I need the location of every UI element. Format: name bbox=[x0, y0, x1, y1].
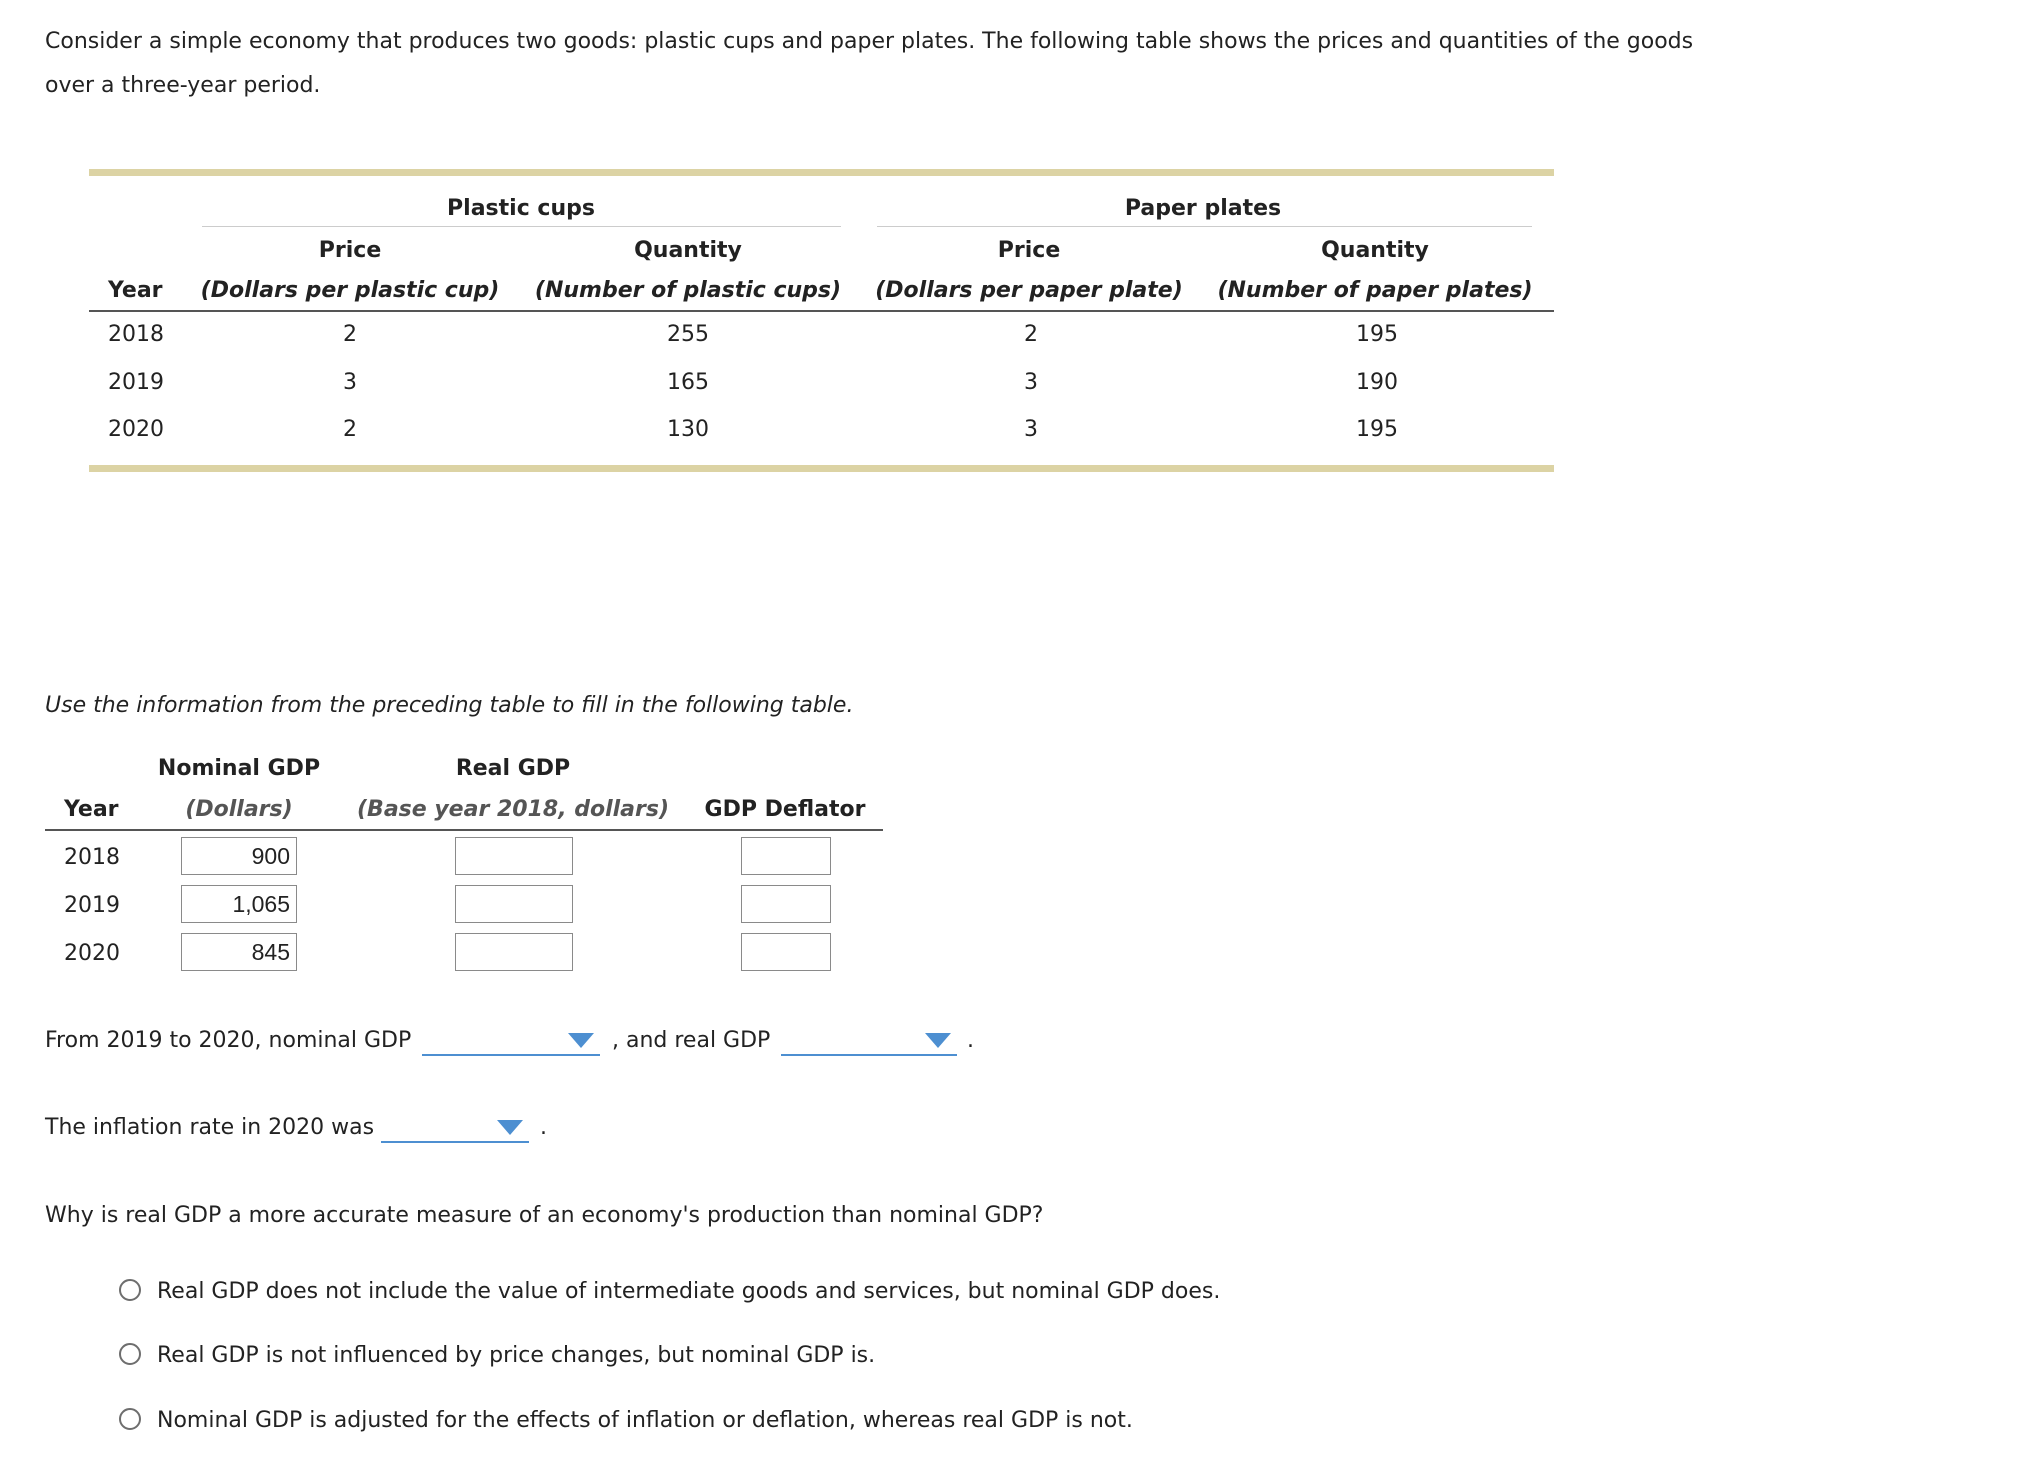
radio-option-1[interactable] bbox=[119, 1279, 141, 1301]
table-bottom-bar bbox=[89, 465, 1554, 472]
option-3-label[interactable]: Nominal GDP is adjusted for the effects of inflation or deflation, whereas real GDP is not. bbox=[157, 1408, 1133, 1433]
chevron-down-icon bbox=[497, 1120, 523, 1135]
intro-text: Consider a simple economy that produces two goods: plastic cups and paper plates. The following table shows the prices and quantities of the goods over a three-year period. bbox=[45, 29, 1694, 98]
col-unit-plate-quantity: (Number of paper plates) bbox=[1217, 278, 1533, 303]
row-year: 2020 bbox=[108, 417, 164, 442]
col-header-year: Year bbox=[108, 278, 163, 303]
col-title-cup-price: Price bbox=[318, 238, 382, 263]
nominal-gdp-field[interactable]: 845 bbox=[181, 933, 297, 971]
plate-quantity-cell: 190 bbox=[1356, 370, 1398, 395]
plate-quantity-cell: 195 bbox=[1356, 417, 1398, 442]
nominal-gdp-field[interactable]: 900 bbox=[181, 837, 297, 875]
plate-price-cell: 3 bbox=[1024, 417, 1038, 442]
row-year: 2018 bbox=[108, 322, 164, 347]
nominal-gdp-change-dropdown[interactable] bbox=[422, 1028, 600, 1056]
paper-plates-group-divider bbox=[877, 226, 1532, 227]
real-gdp-input[interactable] bbox=[455, 837, 573, 875]
inflation-rate-dropdown[interactable] bbox=[381, 1115, 529, 1143]
gdp-row-year: 2020 bbox=[64, 941, 120, 966]
nominal-gdp-unit: (Dollars) bbox=[185, 797, 293, 822]
gdp-deflator-input[interactable] bbox=[741, 837, 831, 875]
radio-option-2[interactable] bbox=[119, 1343, 141, 1365]
gdp-table-header-rule bbox=[45, 829, 883, 831]
instruction-text: Use the information from the preceding table to fill in the following table. bbox=[45, 693, 854, 718]
cup-price-cell: 2 bbox=[343, 417, 357, 442]
cup-price-cell: 3 bbox=[343, 370, 357, 395]
group-header-paper-plates: Paper plates bbox=[1124, 196, 1282, 221]
chevron-down-icon bbox=[568, 1033, 594, 1048]
gdp-deflator-input[interactable] bbox=[741, 933, 831, 971]
q1-suffix: . bbox=[967, 1028, 974, 1053]
col-title-plate-quantity: Quantity bbox=[1321, 238, 1429, 263]
col-title-plate-price: Price bbox=[997, 238, 1061, 263]
gdp-deflator-input[interactable] bbox=[741, 885, 831, 923]
cup-quantity-cell: 255 bbox=[667, 322, 709, 347]
row-year: 2019 bbox=[108, 370, 164, 395]
q3-question: Why is real GDP a more accurate measure of an economy's production than nominal GDP? bbox=[45, 1203, 1044, 1228]
q1-prefix: From 2019 to 2020, nominal GDP bbox=[45, 1028, 412, 1053]
real-gdp-input[interactable] bbox=[455, 885, 573, 923]
radio-option-3[interactable] bbox=[119, 1408, 141, 1430]
real-gdp-change-dropdown[interactable] bbox=[781, 1028, 957, 1056]
col-unit-cup-quantity: (Number of plastic cups) bbox=[534, 278, 842, 303]
gdp-row-year: 2018 bbox=[64, 845, 120, 870]
gdp-row-year: 2019 bbox=[64, 893, 120, 918]
nominal-gdp-field[interactable]: 1,065 bbox=[181, 885, 297, 923]
col-unit-plate-price: (Dollars per paper plate) bbox=[875, 278, 1183, 303]
q1-middle: , and real GDP bbox=[612, 1028, 771, 1053]
q2-suffix: . bbox=[540, 1115, 547, 1140]
plate-price-cell: 3 bbox=[1024, 370, 1038, 395]
nominal-gdp-header: Nominal GDP bbox=[157, 756, 321, 781]
col-title-cup-quantity: Quantity bbox=[634, 238, 742, 263]
gdp-deflator-header: GDP Deflator bbox=[704, 797, 866, 822]
real-gdp-input[interactable] bbox=[455, 933, 573, 971]
group-header-plastic-cups: Plastic cups bbox=[447, 196, 595, 221]
plastic-cups-group-divider bbox=[202, 226, 841, 227]
table-top-bar bbox=[89, 169, 1554, 176]
plate-quantity-cell: 195 bbox=[1356, 322, 1398, 347]
option-1-label[interactable]: Real GDP does not include the value of intermediate goods and services, but nominal GDP does. bbox=[157, 1279, 1221, 1304]
cup-quantity-cell: 165 bbox=[667, 370, 709, 395]
gdp-col-header-year: Year bbox=[64, 797, 119, 822]
real-gdp-header: Real GDP bbox=[455, 756, 571, 781]
plate-price-cell: 2 bbox=[1024, 322, 1038, 347]
cup-price-cell: 2 bbox=[343, 322, 357, 347]
option-2-label[interactable]: Real GDP is not influenced by price changes, but nominal GDP is. bbox=[157, 1343, 876, 1368]
real-gdp-unit: (Base year 2018, dollars) bbox=[357, 797, 669, 822]
q2-prefix: The inflation rate in 2020 was bbox=[45, 1115, 375, 1140]
table-header-rule bbox=[89, 310, 1554, 312]
chevron-down-icon bbox=[925, 1033, 951, 1048]
cup-quantity-cell: 130 bbox=[667, 417, 709, 442]
col-unit-cup-price: (Dollars per plastic cup) bbox=[200, 278, 500, 303]
